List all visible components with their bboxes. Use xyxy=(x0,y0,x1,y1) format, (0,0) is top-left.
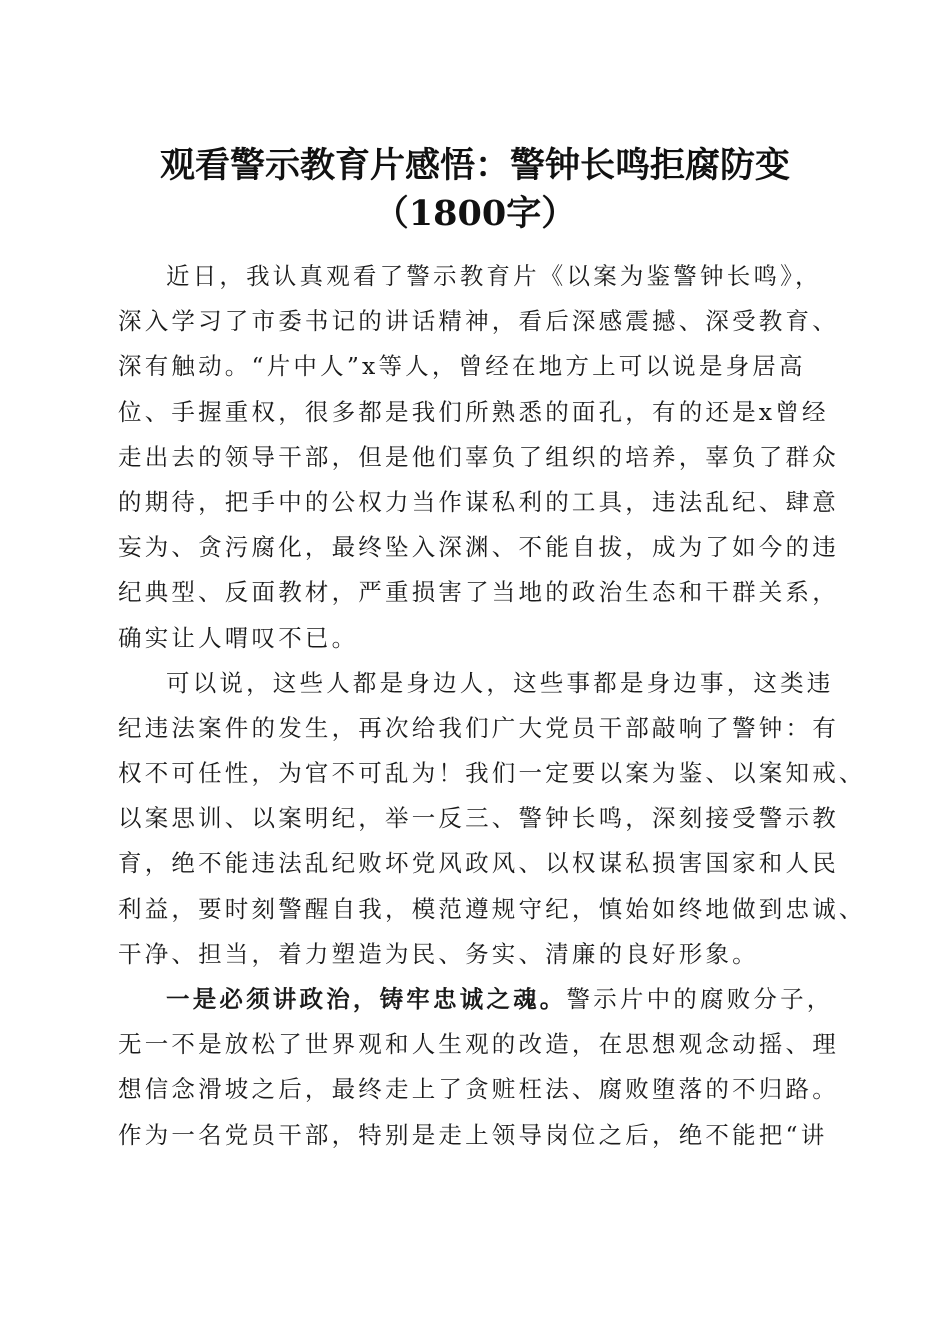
paragraph-line: 以案思训、以案明纪，举一反三、警钟长鸣，深刻接受警示教 xyxy=(118,804,839,833)
document-body xyxy=(118,254,866,1158)
paragraph-line: 近日，我认真观看了警示教育片《以案为鉴警钟长鸣》， xyxy=(166,262,822,290)
paragraph-line: 位、手握重权，很多都是我们所熟悉的面孔，有的还是x曾经 xyxy=(118,397,829,426)
paragraph-line: 妄为、贪污腐化，最终坠入深渊、不能自拔，成为了如今的违 xyxy=(118,533,839,562)
document-title: 观看警示教育片感悟：警钟长鸣拒腐防变 xyxy=(159,145,790,186)
paragraph-2 xyxy=(118,661,866,977)
paragraph-1 xyxy=(118,254,848,661)
paragraph-line: 利益，要时刻警醒自我，模范遵规守纪，慎始如终地做到忠诚、 xyxy=(118,894,866,923)
document-title-word-count: （1800字） xyxy=(373,193,577,234)
paragraph-first-line xyxy=(118,977,848,1022)
paragraph-line: 育，绝不能违法乱纪败坏党风政风、以权谋私损害国家和人民 xyxy=(118,849,839,878)
paragraph-line: 权不可任性，为官不可乱为！我们一定要以案为鉴、以案知戒、 xyxy=(118,759,866,788)
paragraph-line: 深入学习了市委书记的讲话精神，看后深感震撼、深受教育、 xyxy=(118,307,839,336)
paragraph-line: 的期待，把手中的公权力当作谋私利的工具，违法乱纪、肆意 xyxy=(118,487,839,516)
paragraph-line: 可以说，这些人都是身边人，这些事都是身边事，这类违 xyxy=(166,668,834,697)
paragraph-first-line-rest: 警示片中的腐败分子， xyxy=(566,985,834,1013)
paragraph-line: 无一不是放松了世界观和人生观的改造，在思想观念动摇、理 xyxy=(118,1030,839,1059)
paragraph-3 xyxy=(118,977,848,1158)
paragraph-line: 纪违法案件的发生，再次给我们广大党员干部敲响了警钟：有 xyxy=(118,713,839,742)
paragraph-line: 作为一名党员干部，特别是走上领导岗位之后，绝不能把“讲 xyxy=(118,1120,828,1149)
paragraph-line: 确实让人喟叹不已。 xyxy=(118,623,359,652)
paragraph-line: 纪典型、反面教材，严重损害了当地的政治生态和干群关系， xyxy=(118,578,839,607)
paragraph-line: 想信念滑坡之后，最终走上了贪赃枉法、腐败堕落的不归路。 xyxy=(118,1075,839,1104)
paragraph-lead-heading: 一是必须讲政治，铸牢忠诚之魂。 xyxy=(166,985,567,1013)
paragraph-line: 干净、担当，着力塑造为民、务实、清廉的良好形象。 xyxy=(118,939,759,968)
paragraph-line: 深有触动。“片中人”x等人，曾经在地方上可以说是身居高 xyxy=(118,352,806,381)
paragraph-line: 走出去的领导干部，但是他们辜负了组织的培养，辜负了群众 xyxy=(118,442,839,471)
